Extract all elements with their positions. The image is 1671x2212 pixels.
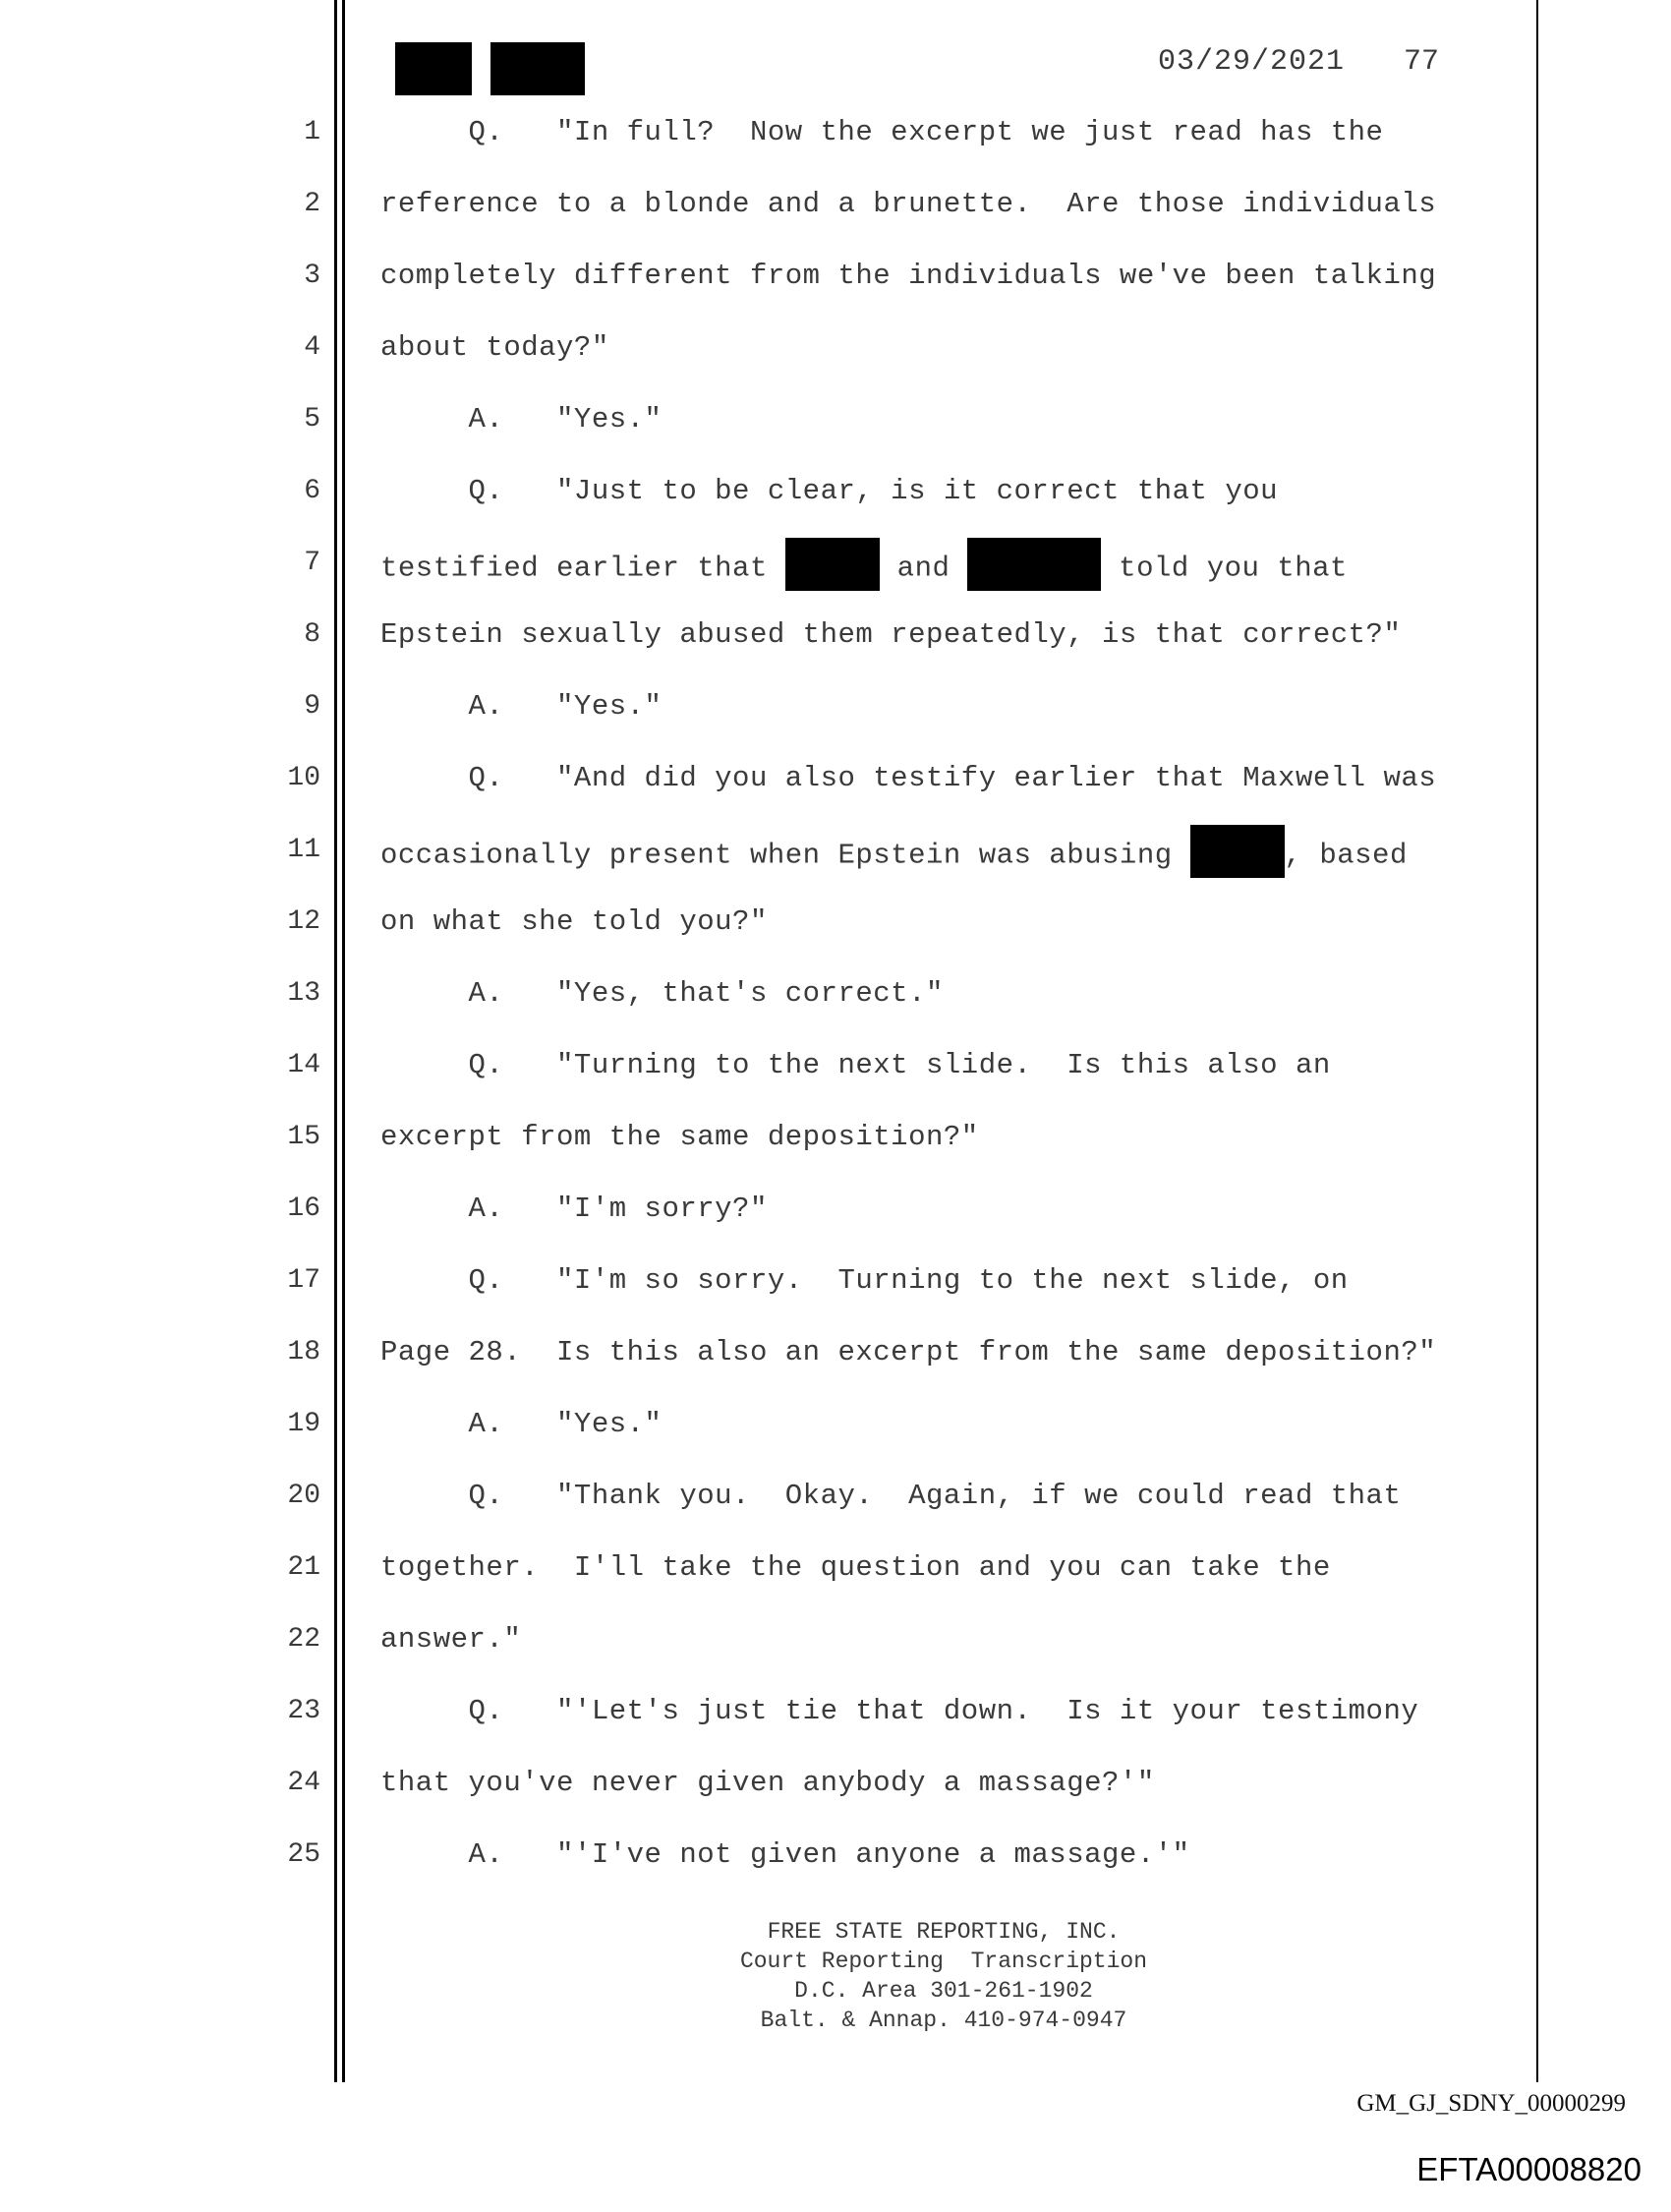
line-text: Q. "'Let's just tie that down. Is it your testimony [380,1695,1419,1727]
line-text: occasionally present when Epstein was abusing [380,839,1190,872]
transcript-line [380,904,768,940]
header-redaction-2 [490,42,585,95]
transcript-line [380,1622,521,1658]
line-text: excerpt from the same deposition?" [380,1121,979,1153]
transcript-line [380,259,1436,294]
line-number: 24 [287,1768,320,1798]
transcript-line [380,330,609,366]
line-number: 22 [287,1624,320,1655]
line-number: 14 [287,1050,320,1080]
line-text: Page 28. Is this also an excerpt from the same deposition?" [380,1336,1437,1368]
line-text: Q. "I'm so sorry. Turning to the next slide, on [380,1264,1349,1297]
line-number: 11 [287,835,320,865]
footer-dc-phone: D.C. Area 301-261-1902 [794,1978,1093,2004]
line-text: A. "Yes." [380,690,663,723]
name-redaction [967,538,1101,591]
line-text: about today?" [380,331,609,364]
transcript-line [380,1335,1436,1370]
transcript-line [380,1550,1331,1586]
line-text: Epstein sexually abused them repeatedly, is that correct?" [380,618,1402,651]
line-text: completely different from the individuals we've been talking [380,260,1437,292]
line-text: A. "'I've not given anyone a massage.'" [380,1838,1190,1871]
left-margin-rule-outer [334,0,337,2082]
transcript-line [380,833,1408,878]
transcript-line [380,617,1401,653]
line-text: A. "Yes, that's correct." [380,977,944,1010]
footer-balt-phone: Balt. & Annap. 410-974-0947 [760,2008,1127,2033]
transcript-line [380,1263,1349,1299]
line-number: 13 [287,978,320,1009]
transcript-line [380,1694,1418,1729]
transcript-line [380,761,1436,796]
transcript-line [380,402,662,437]
line-text: , based [1284,839,1408,872]
line-number: 7 [304,548,320,578]
line-number: 4 [304,332,320,363]
right-margin-rule [1536,0,1538,2082]
bates-number: GM_GJ_SDNY_00000299 [1356,2090,1626,2117]
line-text: Q. "In full? Now the excerpt we just read has the [380,116,1384,148]
line-number: 25 [287,1839,320,1870]
line-text: testified earlier that [380,552,785,585]
line-text: together. I'll take the question and you can take the [380,1551,1331,1584]
line-text: Q. "Thank you. Okay. Again, if we could read that [380,1480,1402,1512]
header-redaction-1 [395,42,472,95]
line-number: 12 [287,906,320,937]
line-number: 23 [287,1696,320,1726]
line-text: Q. "And did you also testify earlier that Maxwell was [380,762,1437,794]
transcript-line [380,1120,979,1155]
line-text: answer." [380,1623,522,1656]
transcript-line [380,474,1278,509]
efta-number: EFTA00008820 [1416,2151,1642,2187]
transcript-line [380,1407,662,1442]
line-text: A. "Yes." [380,1408,663,1440]
footer-services: Court Reporting Transcription [739,1949,1148,1974]
line-number: 8 [304,619,320,650]
line-text: Q. "Turning to the next slide. Is this also an [380,1049,1331,1081]
line-number: 2 [304,189,320,219]
line-number: 5 [304,404,320,435]
line-text: on what she told you?" [380,905,768,938]
line-number: 18 [287,1337,320,1368]
line-text: A. "Yes." [380,403,663,436]
footer-company: FREE STATE REPORTING, INC. [767,1919,1121,1945]
line-number: 10 [287,763,320,793]
line-text: that you've never given anybody a massage?'" [380,1767,1155,1799]
line-number: 20 [287,1481,320,1511]
header-date: 03/29/2021 [1158,45,1346,79]
line-number: 3 [304,261,320,291]
line-number: 21 [287,1552,320,1583]
transcript-line [380,187,1436,222]
transcript-line [380,1048,1331,1083]
transcript-line [380,546,1348,591]
header-page-number: 77 [1404,45,1440,79]
transcript-line [380,115,1383,150]
line-number: 15 [287,1122,320,1152]
line-number: 16 [287,1193,320,1224]
line-text: reference to a blonde and a brunette. Are those individuals [380,188,1437,220]
line-text: Q. "Just to be clear, is it correct that you [380,475,1279,507]
line-number: 19 [287,1409,320,1439]
name-redaction [785,538,880,591]
transcript-line [380,1837,1190,1873]
line-text: and [879,552,968,585]
line-number: 17 [287,1265,320,1296]
left-margin-rule-inner [342,0,345,2082]
line-number: 1 [304,117,320,147]
transcript-line [380,1766,1155,1801]
line-number: 9 [304,691,320,722]
line-text: told you that [1101,552,1348,585]
reporting-footer [629,1917,1258,2035]
transcript-line [380,689,662,725]
transcript-line [380,1192,768,1227]
line-number: 6 [304,476,320,506]
transcript-line [380,1479,1401,1514]
name-redaction [1190,825,1285,878]
transcript-line [380,976,944,1012]
line-text: A. "I'm sorry?" [380,1193,768,1225]
